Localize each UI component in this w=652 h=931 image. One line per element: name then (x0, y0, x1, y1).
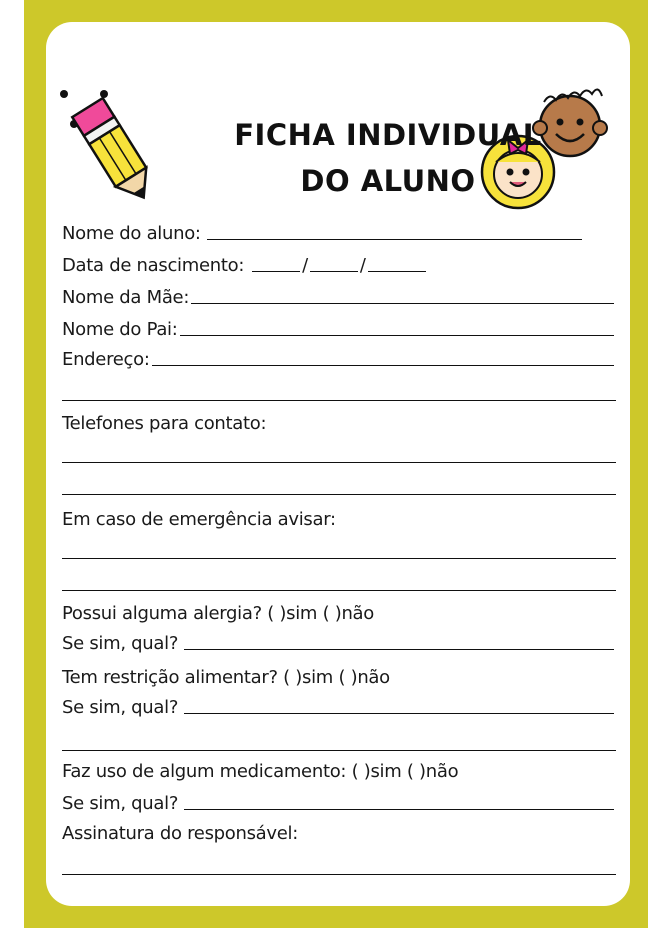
line-endereco[interactable] (152, 347, 614, 366)
label-assinatura: Assinatura do responsável: (62, 823, 298, 844)
form-title-line1: FICHA INDIVIDUAL (234, 118, 542, 152)
field-nome-mae (62, 282, 614, 308)
label-nome-pai: Nome do Pai: (62, 319, 178, 340)
label-medicamento: Faz uso de algum medicamento: ( )sim ( )não (62, 761, 459, 782)
line-nome-aluno[interactable] (207, 221, 582, 240)
line-telefones-1[interactable] (62, 462, 616, 463)
label-medicamento-qual: Se sim, qual? (62, 793, 179, 814)
line-restricao-2[interactable] (62, 750, 616, 751)
label-restricao: Tem restrição alimentar? ( )sim ( )não (62, 667, 390, 688)
date-separator: / (302, 255, 308, 276)
label-telefones: Telefones para contato: (62, 413, 267, 434)
line-endereco-2[interactable] (62, 400, 616, 401)
line-assinatura[interactable] (62, 874, 616, 875)
line-ano[interactable] (368, 255, 426, 272)
field-nome-aluno (62, 218, 582, 244)
label-emergencia: Em caso de emergência avisar: (62, 509, 336, 530)
line-dia[interactable] (252, 255, 300, 272)
label-alergia: Possui alguma alergia? ( )sim ( )não (62, 603, 375, 624)
field-medicamento-qual (62, 788, 614, 814)
label-restricao-qual: Se sim, qual? (62, 697, 179, 718)
line-medicamento-qual[interactable] (184, 791, 614, 810)
field-restricao (62, 662, 614, 688)
line-emergencia-1[interactable] (62, 558, 616, 559)
field-emergencia (62, 504, 614, 530)
field-restricao-qual (62, 692, 614, 718)
label-alergia-qual: Se sim, qual? (62, 633, 179, 654)
line-mes[interactable] (310, 255, 358, 272)
line-restricao-qual[interactable] (184, 695, 614, 714)
label-data-nascimento: Data de nascimento: (62, 255, 245, 276)
form-title-line2: DO ALUNO (300, 164, 476, 198)
line-alergia-qual[interactable] (184, 631, 614, 650)
field-alergia (62, 598, 614, 624)
field-medicamento (62, 756, 614, 782)
date-separator: / (359, 255, 366, 276)
field-endereco (62, 344, 614, 370)
field-data-nascimento (62, 250, 614, 276)
line-telefones-2[interactable] (62, 494, 616, 495)
field-assinatura (62, 818, 614, 844)
form-card (46, 22, 630, 906)
label-nome-aluno: Nome do aluno: (62, 223, 201, 244)
label-nome-mae: Nome da Mãe: (62, 287, 190, 308)
field-alergia-qual (62, 628, 614, 654)
field-nome-pai (62, 314, 614, 340)
line-nome-pai[interactable] (180, 317, 614, 336)
label-endereco: Endereço: (62, 349, 150, 370)
field-telefones (62, 408, 614, 434)
line-nome-mae[interactable] (191, 285, 614, 304)
line-emergencia-2[interactable] (62, 590, 616, 591)
